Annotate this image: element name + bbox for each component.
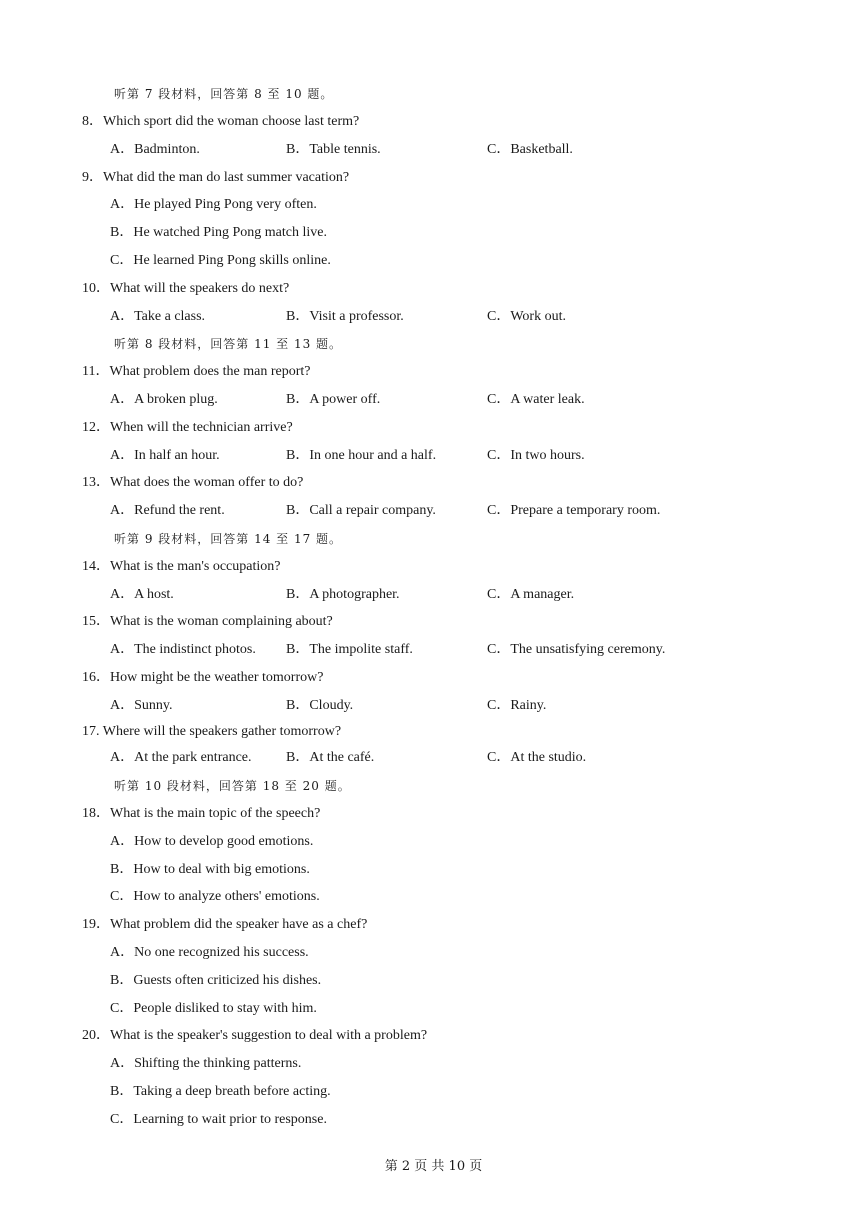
q8-option-a: A．Badminton. — [110, 142, 200, 157]
question-9: 9．What did the man do last summer vacation? — [82, 170, 350, 185]
q10-option-b: B．Visit a professor. — [286, 309, 404, 324]
section-heading: 听第 9 段材料，回答第 14 至 17 题。 — [114, 532, 343, 546]
q12-option-a: A．In half an hour. — [110, 448, 220, 463]
q10-option-c: C．Work out. — [487, 309, 566, 324]
q8-option-c: C．Basketball. — [487, 142, 573, 157]
q19-option-c: C．People disliked to stay with him. — [110, 1001, 317, 1016]
q19-option-b: B．Guests often criticized his dishes. — [110, 973, 322, 988]
question-13: 13．What does the woman offer to do? — [82, 475, 304, 490]
q13-option-b: B．Call a repair company. — [286, 503, 436, 518]
q20-option-a: A．Shifting the thinking patterns. — [110, 1056, 302, 1071]
q20-option-b: B．Taking a deep breath before acting. — [110, 1084, 331, 1099]
question-10: 10．What will the speakers do next? — [82, 281, 290, 296]
q16-option-a: A．Sunny. — [110, 698, 173, 713]
question-14: 14．What is the man's occupation? — [82, 559, 281, 574]
q16-option-c: C．Rainy. — [487, 698, 547, 713]
q14-option-a: A．A host. — [110, 587, 174, 602]
question-18: 18．What is the main topic of the speech? — [82, 806, 321, 821]
section-heading: 听第 7 段材料，回答第 8 至 10 题。 — [114, 87, 334, 101]
q11-option-b: B．A power off. — [286, 392, 381, 407]
q18-option-a: A．How to develop good emotions. — [110, 834, 314, 849]
q11-option-c: C．A water leak. — [487, 392, 585, 407]
question-15: 15．What is the woman complaining about? — [82, 614, 333, 629]
q15-option-c: C．The unsatisfying ceremony. — [487, 642, 666, 657]
q12-option-c: C．In two hours. — [487, 448, 585, 463]
q15-option-b: B．The impolite staff. — [286, 642, 413, 657]
question-19: 19．What problem did the speaker have as a chef? — [82, 917, 368, 932]
q13-option-c: C．Prepare a temporary room. — [487, 503, 661, 518]
q19-option-a: A．No one recognized his success. — [110, 945, 309, 960]
q13-option-a: A．Refund the rent. — [110, 503, 225, 518]
question-11: 11．What problem does the man report? — [82, 364, 311, 379]
question-12: 12．When will the technician arrive? — [82, 420, 293, 435]
q20-option-c: C．Learning to wait prior to response. — [110, 1112, 327, 1127]
q17-option-a: A．At the park entrance. — [110, 750, 252, 765]
q9-option-b: B．He watched Ping Pong match live. — [110, 225, 327, 240]
q9-option-c: C．He learned Ping Pong skills online. — [110, 253, 331, 268]
q9-option-a: A．He played Ping Pong very often. — [110, 197, 317, 212]
q14-option-c: C．A manager. — [487, 587, 575, 602]
q17-option-b: B．At the café. — [286, 750, 375, 765]
q18-option-c: C．How to analyze others' emotions. — [110, 889, 320, 904]
q15-option-a: A．The indistinct photos. — [110, 642, 256, 657]
q14-option-b: B．A photographer. — [286, 587, 400, 602]
q18-option-b: B．How to deal with big emotions. — [110, 862, 310, 877]
q8-option-b: B．Table tennis. — [286, 142, 381, 157]
question-17: 17. Where will the speakers gather tomorrow? — [82, 724, 342, 739]
q10-option-a: A．Take a class. — [110, 309, 206, 324]
q17-option-c: C．At the studio. — [487, 750, 587, 765]
q11-option-a: A．A broken plug. — [110, 392, 218, 407]
question-16: 16．How might be the weather tomorrow? — [82, 670, 324, 685]
section-heading: 听第 8 段材料，回答第 11 至 13 题。 — [114, 337, 343, 351]
page-footer: 第 2 页 共 10 页 — [384, 1159, 483, 1174]
question-8: 8．Which sport did the woman choose last term? — [82, 114, 360, 129]
q12-option-b: B．In one hour and a half. — [286, 448, 437, 463]
q16-option-b: B．Cloudy. — [286, 698, 354, 713]
question-20: 20．What is the speaker's suggestion to deal with a problem? — [82, 1028, 428, 1043]
section-heading: 听第 10 段材料，回答第 18 至 20 题。 — [114, 779, 351, 793]
